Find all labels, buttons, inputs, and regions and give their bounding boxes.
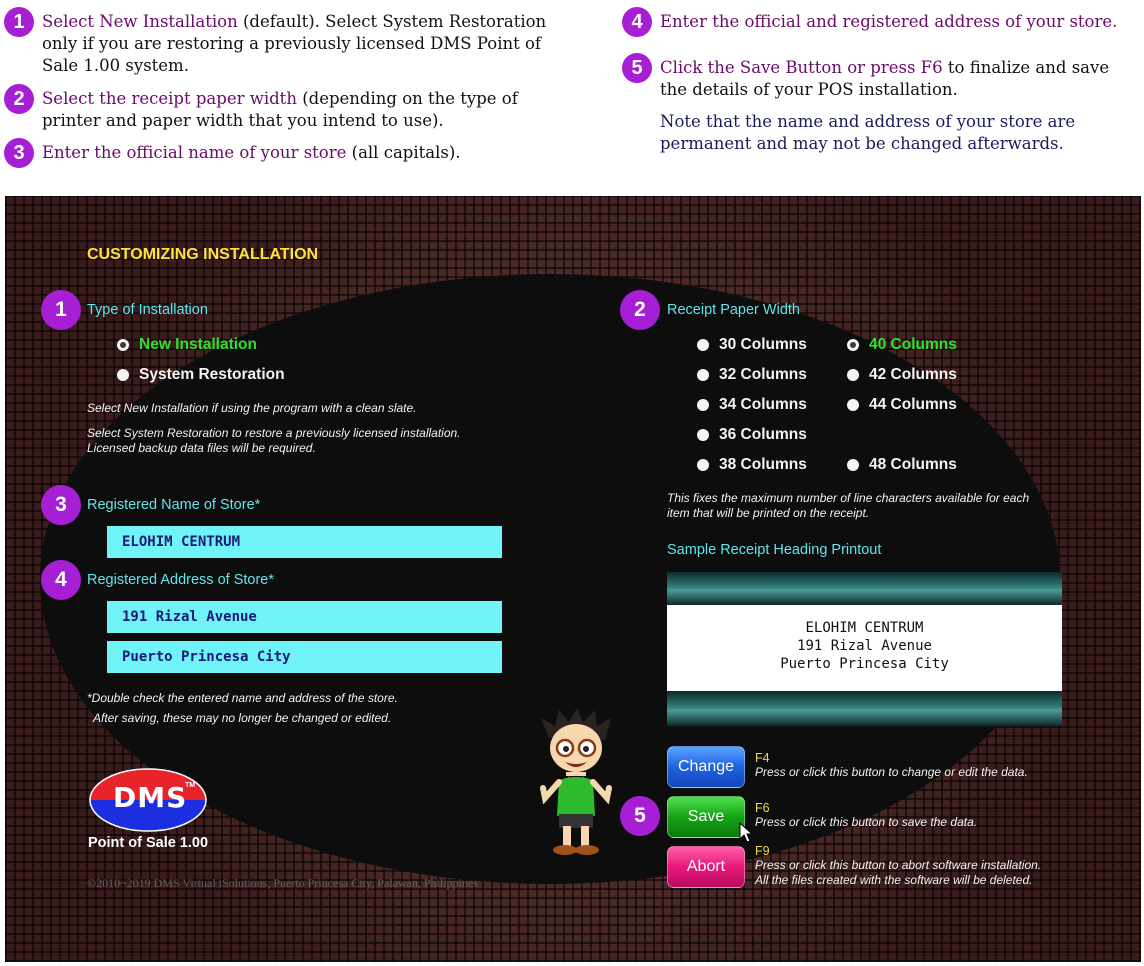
section-4-badge: 4 — [41, 560, 81, 600]
radio-48-columns[interactable]: 48 Columns — [847, 456, 957, 474]
paper-width-label: Receipt Paper Width — [667, 302, 800, 318]
radio-new-installation[interactable]: New Installation — [117, 336, 257, 354]
radio-dot — [847, 369, 859, 381]
radio-dot — [847, 459, 859, 471]
abort-key-hint: F9 — [755, 844, 770, 858]
store-address-line2-input[interactable]: Puerto Princesa City — [107, 641, 502, 673]
sample-receipt-label: Sample Receipt Heading Printout — [667, 542, 882, 558]
receipt-line-3: Puerto Princesa City — [780, 656, 949, 672]
radio-dot — [697, 429, 709, 441]
save-key-hint: F6 — [755, 801, 770, 815]
radio-40-columns[interactable]: 40 Columns — [847, 336, 957, 354]
change-button[interactable]: Change — [667, 746, 745, 788]
receipt-top-band — [667, 572, 1062, 605]
receipt-line-1: ELOHIM CENTRUM — [805, 620, 924, 636]
radio-36-columns[interactable]: 36 Columns — [697, 426, 807, 444]
mouse-cursor-icon — [739, 822, 753, 849]
store-note-2: After saving, these may no longer be changed or edited. — [93, 711, 392, 725]
install-note-2: Select System Restoration to restore a previously licensed installation. Licensed backup data files will be required. — [87, 426, 461, 455]
change-key-hint: F4 — [755, 751, 770, 765]
step-4-text: Enter the official and registered address of your store. — [660, 12, 1118, 31]
paper-width-note: This fixes the maximum number of line characters available for each item that will be printed on the receipt. — [667, 491, 1030, 520]
store-name-input[interactable]: ELOHIM CENTRUM — [107, 526, 502, 558]
mascot-illustration — [535, 708, 617, 858]
install-note-1: Select New Installation if using the program with a clean slate. — [87, 401, 417, 415]
store-address-line1-input[interactable]: 191 Rizal Avenue — [107, 601, 502, 633]
store-name-label: Registered Name of Store* — [87, 497, 261, 513]
step-1-badge: 1 — [4, 7, 34, 37]
receipt-bottom-band — [667, 691, 1062, 726]
radio-30-columns[interactable]: 30 Columns — [697, 336, 807, 354]
installation-panel — [5, 196, 1141, 962]
step-5-badge: 5 — [622, 53, 652, 83]
save-button[interactable]: Save — [667, 796, 745, 838]
product-name: Point of Sale 1.00 — [88, 835, 209, 851]
radio-dot — [847, 399, 859, 411]
step-3-text: Enter the official name of your store (all capitals). — [42, 143, 461, 162]
section-2-badge: 2 — [620, 290, 660, 330]
store-note-1: *Double check the entered name and address of the store. — [87, 691, 398, 705]
radio-dot — [697, 399, 709, 411]
step-2-badge: 2 — [4, 84, 34, 114]
dms-logo-trademark: TM — [185, 782, 196, 789]
radio-dot — [697, 369, 709, 381]
step-2-text: Select the receipt paper width (depending on the type of printer and paper width that you intend to use). — [42, 89, 518, 130]
radio-dot — [847, 339, 859, 351]
dms-logo — [89, 768, 207, 832]
radio-system-restoration[interactable]: System Restoration — [117, 366, 285, 384]
radio-32-columns[interactable]: 32 Columns — [697, 366, 807, 384]
abort-button[interactable]: Abort — [667, 846, 745, 888]
page-title: CUSTOMIZING INSTALLATION — [87, 246, 319, 263]
store-address-label: Registered Address of Store* — [87, 572, 274, 588]
section-5-badge: 5 — [620, 796, 660, 836]
radio-42-columns[interactable]: 42 Columns — [847, 366, 957, 384]
step-4-badge: 4 — [622, 7, 652, 37]
save-description: Press or click this button to save the data. — [755, 815, 978, 829]
radio-34-columns[interactable]: 34 Columns — [697, 396, 807, 414]
copyright: ©2010~2019 DMS Virtual iSolutions, Puerto Princesa City, Palawan, Philippines — [87, 876, 478, 890]
dms-logo-text: DMS — [113, 781, 188, 814]
radio-dot — [697, 339, 709, 351]
radio-38-columns[interactable]: 38 Columns — [697, 456, 807, 474]
step-5-text: Click the Save Button or press F6 to finalize and save the details of your POS installation. Note that the name and address of your store are permanent and may not be changed afterwards. — [660, 58, 1110, 153]
step-3-badge: 3 — [4, 138, 34, 168]
install-type-label: Type of Installation — [87, 302, 208, 318]
abort-description: Press or click this button to abort software installation. All the files created with the software will be deleted. — [755, 858, 1042, 887]
receipt-line-2: 191 Rizal Avenue — [797, 638, 932, 654]
step-1-text: Select New Installation (default). Select System Restoration only if you are restoring a previously licensed DMS Point of Sale 1.00 system. — [42, 12, 547, 75]
radio-dot — [117, 339, 129, 351]
sample-receipt — [667, 605, 1062, 691]
radio-dot — [697, 459, 709, 471]
section-3-badge: 3 — [41, 485, 81, 525]
change-description: Press or click this button to change or edit the data. — [755, 765, 1028, 779]
radio-44-columns[interactable]: 44 Columns — [847, 396, 957, 414]
radio-dot — [117, 369, 129, 381]
section-1-badge: 1 — [41, 290, 81, 330]
